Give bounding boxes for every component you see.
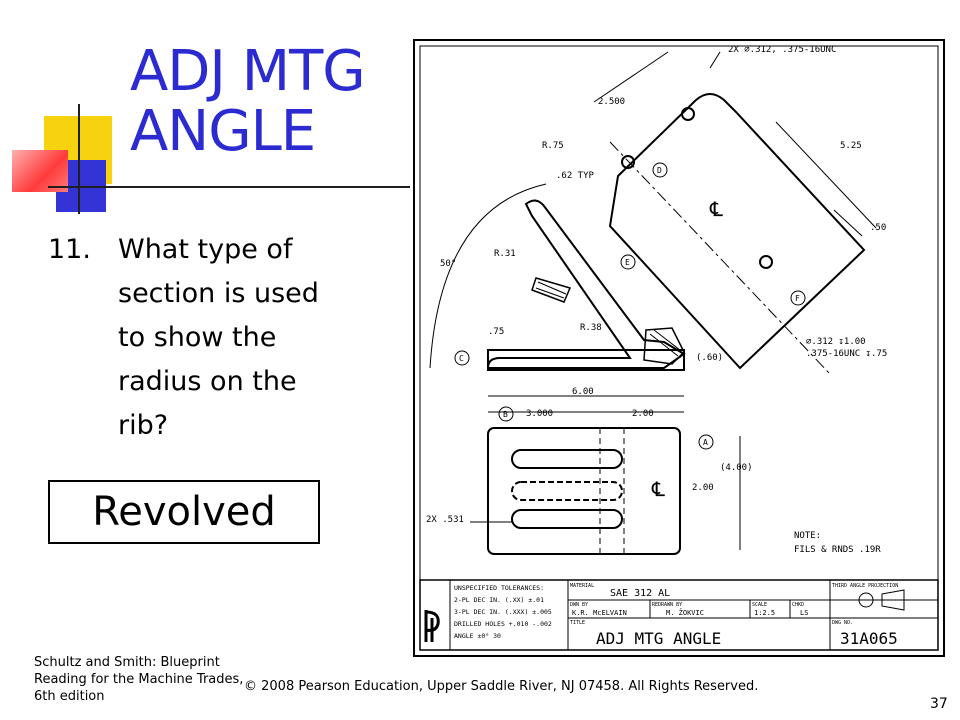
tol-angle: ANGLE ±0° 30 <box>454 632 501 640</box>
datum-d: D <box>657 166 662 175</box>
side-profile-view <box>488 200 684 370</box>
tol-3pl: 3-PL DEC IN. (.XXX) ±.005 <box>454 608 552 616</box>
chkd-label: CHKD <box>792 602 805 608</box>
title-label: TITLE <box>570 620 586 626</box>
dwg-no-label: DWG NO. <box>832 620 854 626</box>
drawing-inner-border <box>420 46 938 650</box>
material-label: MATERIAL <box>570 583 595 589</box>
slot-middle <box>512 482 622 500</box>
mount-hole-lower <box>760 256 772 268</box>
title-line-1: ADJ MTG <box>130 39 365 104</box>
centerline-symbol-1: ℄ <box>710 197 723 221</box>
question <box>48 228 348 448</box>
datum-f: F <box>795 294 800 303</box>
title-block-text <box>454 583 898 648</box>
dimension-labels <box>426 45 887 525</box>
dim-hole-depth-2: .375-16UNC ↧.75 <box>806 349 888 359</box>
dim-200b: 2.00 <box>692 483 714 493</box>
dim-200a: 2.00 <box>632 409 654 419</box>
hatched-corner <box>644 328 684 364</box>
scale-label: SCALE <box>752 602 768 608</box>
dim-hole-depth-1: ⌀.312 ↧1.00 <box>806 337 866 347</box>
datum-c: C <box>459 354 464 363</box>
tol-2pl: 2-PL DEC IN. (.XX) ±.01 <box>454 596 545 604</box>
datum-markers <box>455 163 805 449</box>
copyright-notice: © 2008 Pearson Education, Upper Saddle River, NJ 07458. All Rights Reserved. <box>244 679 759 694</box>
slot-lower <box>512 510 622 528</box>
chkd-value: LS <box>800 609 809 617</box>
engineering-drawing <box>410 38 950 658</box>
publisher-logo <box>426 610 438 642</box>
dim-525: 5.25 <box>840 141 862 151</box>
title-line-2: ANGLE <box>130 99 316 164</box>
datum-b: B <box>503 410 508 419</box>
dwn-by-label: DWN BY <box>570 602 589 608</box>
dim-531: 2X .531 <box>426 515 464 525</box>
dim-50deg: 50° <box>440 259 457 269</box>
source-citation: Schultz and Smith: Blueprint Reading for the Machine Trades, 6th edition <box>34 655 244 704</box>
projection-label: THIRD ANGLE PROJECTION <box>832 583 899 589</box>
dim-400: (4.00) <box>720 463 753 473</box>
dwg-no-value: 31A065 <box>840 629 898 648</box>
material-value: SAE 312 AL <box>610 588 671 599</box>
redrawn-label: REDRAWN BY <box>652 602 683 608</box>
answer-text: Revolved <box>92 489 276 535</box>
note-body: FILS & RNDS .19R <box>794 545 881 555</box>
redrawn-value: M. ŽOKVIC <box>666 609 704 617</box>
dwn-by-value: K.R. McELVAIN <box>572 609 627 617</box>
note-title: NOTE: <box>794 531 822 541</box>
tol-drill: DRILLED HOLES +.010 -.002 <box>454 620 552 628</box>
dim-62: .62 TYP <box>556 171 594 181</box>
drawing-border <box>414 40 944 656</box>
deco-vertical-line <box>78 104 80 214</box>
dim-75: .75 <box>488 327 505 337</box>
drawing-title: ADJ MTG ANGLE <box>596 629 722 648</box>
question-text: What type of section is used to show the radius on the rib? <box>118 234 319 441</box>
title-divider <box>48 186 410 188</box>
dim-r31: R.31 <box>494 249 516 259</box>
mount-hole-top <box>682 108 694 120</box>
revolved-section <box>532 278 570 302</box>
slot-upper <box>512 450 622 468</box>
answer-box <box>48 480 320 544</box>
scale-value: 1:2.5 <box>754 609 776 617</box>
question-number: 11. <box>48 234 91 265</box>
dim-600: 6.00 <box>572 387 594 397</box>
dim-holes-top: 2X ⌀.312, .375-16UNC <box>728 45 837 55</box>
tol-title: UNSPECIFIED TOLERANCES: <box>454 584 545 592</box>
dim-50: .50 <box>870 223 887 233</box>
dim-60: (.60) <box>696 353 724 363</box>
page-number: 37 <box>930 696 948 712</box>
angled-arm-view <box>610 94 864 374</box>
dim-2500: 2.500 <box>598 97 626 107</box>
datum-e: E <box>625 258 630 267</box>
drawing-note <box>794 531 881 555</box>
dim-r38: R.38 <box>580 323 602 333</box>
centerline-symbol-2: ℄ <box>652 477 665 501</box>
slide-title <box>130 39 365 164</box>
dim-r75: R.75 <box>542 141 564 151</box>
dim-3000: 3.000 <box>526 409 554 419</box>
datum-a: A <box>703 438 708 447</box>
